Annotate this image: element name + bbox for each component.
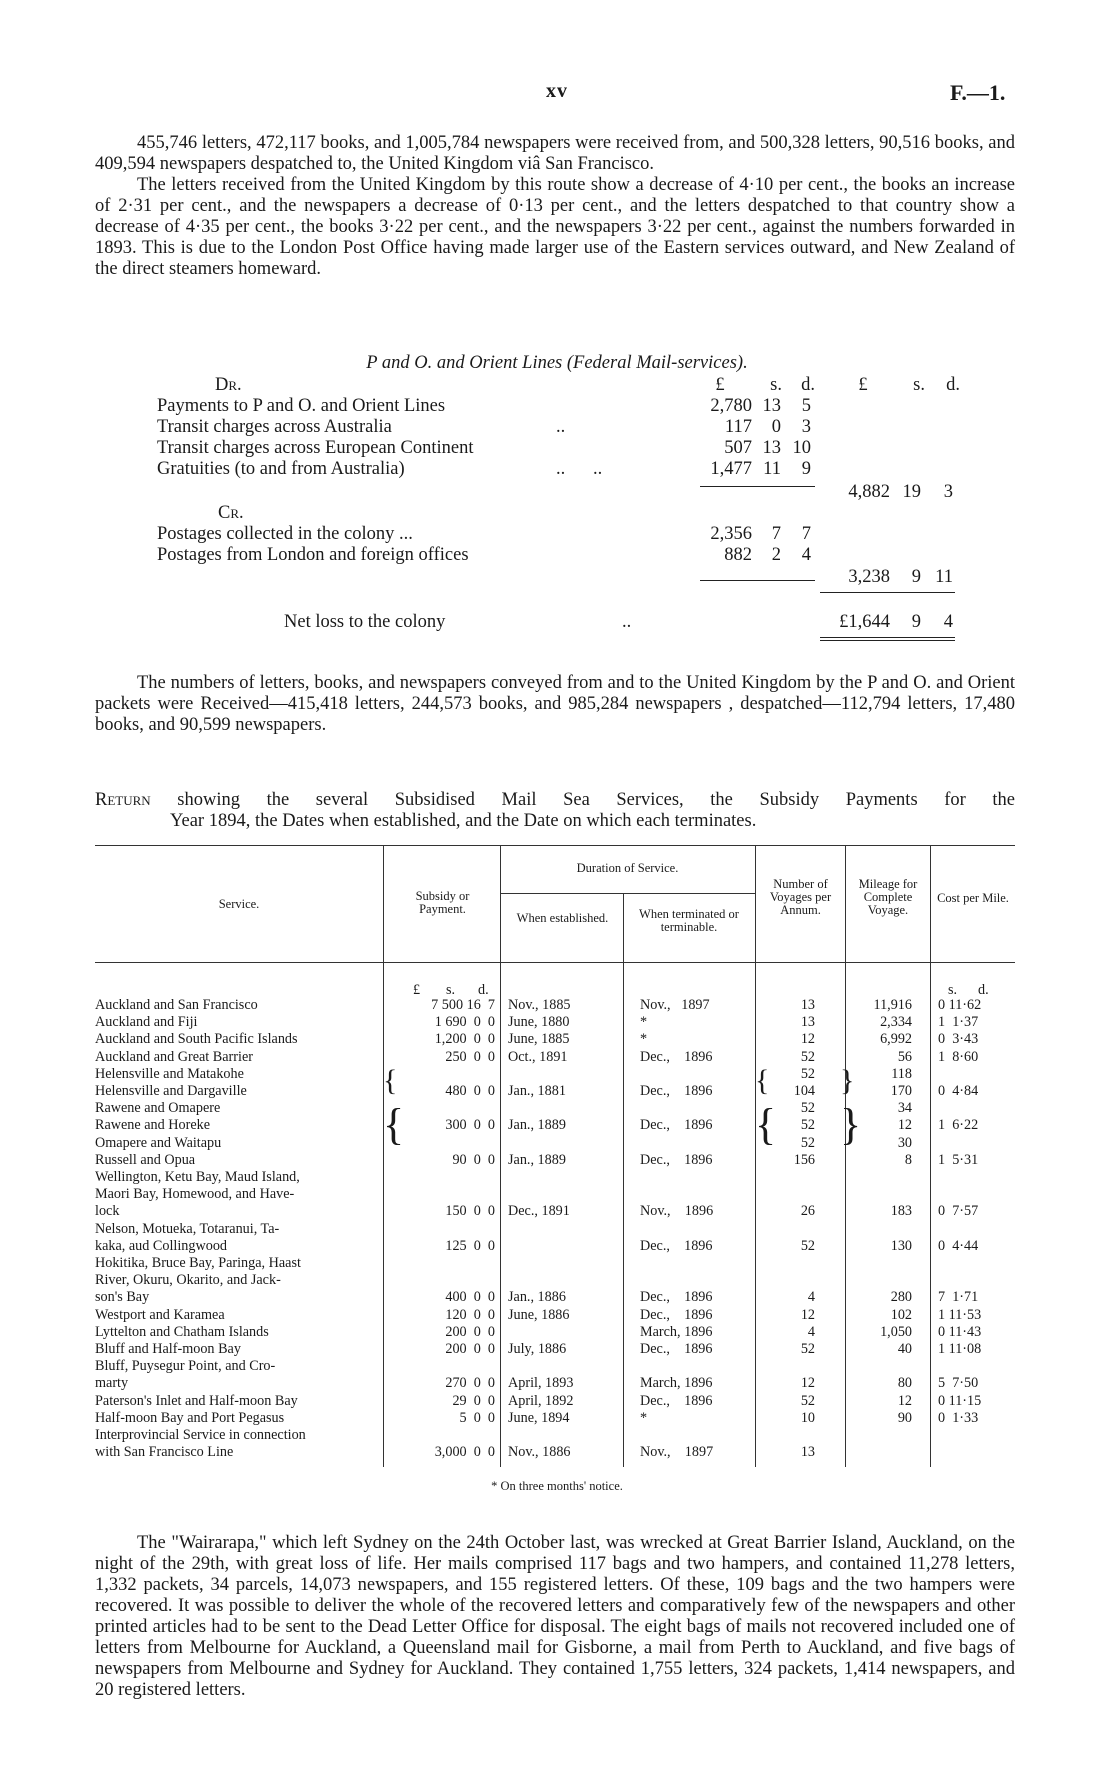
mileage: 280 <box>890 1289 912 1305</box>
credit-item-pounds: 2,356 <box>710 524 752 544</box>
date-established: Nov., 1886 <box>508 1444 571 1460</box>
col-rule <box>500 845 501 1467</box>
date-established: June, 1880 <box>508 1014 570 1030</box>
date-established: July, 1886 <box>508 1341 567 1357</box>
header-established: When established. <box>516 911 609 925</box>
debit-item-pence: 10 <box>792 438 811 458</box>
date-established: June, 1885 <box>508 1031 570 1047</box>
date-terminated: Dec., 1896 <box>640 1083 713 1099</box>
duration-subrule <box>500 893 755 894</box>
credit-total-pence: 11 <box>935 567 953 587</box>
credit-total-pounds: 3,238 <box>848 567 890 587</box>
date-terminated: Dec., 1896 <box>640 1049 713 1065</box>
col-rule <box>383 845 384 1467</box>
date-established: Jan., 1881 <box>508 1083 566 1099</box>
unit-cost-pence: d. <box>978 982 989 998</box>
voyages-per-annum: 4 <box>807 1324 815 1340</box>
packets-section <box>95 673 1015 736</box>
cost-per-mile: 1 6·22 <box>938 1117 979 1133</box>
col-rule <box>755 845 756 1467</box>
col-head-s-2: s. <box>913 375 925 395</box>
debit-item-pounds: 117 <box>724 417 752 437</box>
subsidy-amount: 120 0 0 <box>445 1307 495 1323</box>
table-header-rule <box>95 962 1015 963</box>
mileage: 30 <box>897 1135 912 1151</box>
mileage: 118 <box>891 1066 912 1082</box>
mileage: 130 <box>890 1238 912 1254</box>
cost-per-mile: 1 5·31 <box>938 1152 979 1168</box>
date-terminated: * <box>640 1031 648 1047</box>
unit-pound: £ <box>413 982 421 998</box>
brace-left: { <box>383 1064 398 1097</box>
voyages-per-annum: 13 <box>800 1014 815 1030</box>
debit-item-shillings: 11 <box>763 459 781 479</box>
cost-per-mile: 0 11·43 <box>938 1324 982 1340</box>
service-name: Interprovincial Service in connection <box>95 1427 306 1443</box>
date-terminated: Nov., 1896 <box>640 1203 714 1219</box>
voyages-per-annum: 13 <box>800 997 815 1013</box>
date-established: Nov., 1885 <box>508 997 571 1013</box>
subsidy-amount: 5 0 0 <box>459 1410 495 1426</box>
service-name: Bluff and Half-moon Bay <box>95 1341 241 1357</box>
service-name: Helensville and Matakohe <box>95 1066 244 1082</box>
service-name: Auckland and San Francisco <box>95 997 258 1013</box>
credit-item-pence: 7 <box>801 524 811 544</box>
credit-item-shillings: 7 <box>771 524 781 544</box>
return-lead: Return <box>95 790 151 810</box>
page-numeral: xv <box>546 80 568 102</box>
cost-per-mile: 1 1·37 <box>938 1014 979 1030</box>
mileage: 2,334 <box>880 1014 912 1030</box>
service-name: Westport and Karamea <box>95 1307 225 1323</box>
voyages-per-annum: 52 <box>800 1117 815 1133</box>
service-name: Bluff, Puysegur Point, and Cro- <box>95 1358 276 1374</box>
subsidy-amount: 125 0 0 <box>445 1238 495 1254</box>
subsidy-amount: 150 0 0 <box>445 1203 495 1219</box>
service-name: with San Francisco Line <box>95 1444 234 1460</box>
date-terminated: Dec., 1896 <box>640 1117 713 1133</box>
service-name: Helensville and Dargaville <box>95 1083 247 1099</box>
mileage: 34 <box>897 1100 912 1116</box>
debit-total-shillings: 19 <box>902 482 921 502</box>
credit-item-pounds: 882 <box>724 545 752 565</box>
mileage: 6,992 <box>880 1031 912 1047</box>
date-terminated: * <box>640 1014 648 1030</box>
mileage: 8 <box>904 1152 912 1168</box>
intro-paragraph-2: The letters received from the United Kingdom by this route show a decrease of 4·10 per cent., the books an increase of 2·31 per cent., and the newspapers a decrease of 0·13 per cent., and the letters despatched to that country show a decrease of 4·35 per cent., the books 3·22 per cent., and the newspapers 3·22 per cent., against the numbers forwarded in 1893. This is due to the London Post Office having made larger use of the Eastern services outward, and New Zealand of the direct steamers homeward. <box>95 175 1015 279</box>
cost-per-mile: 7 1·71 <box>938 1289 979 1305</box>
date-terminated: Dec., 1896 <box>640 1307 713 1323</box>
double-rule-bottom <box>820 640 955 641</box>
service-name: son's Bay <box>95 1289 150 1305</box>
voyages-per-annum: 12 <box>800 1031 815 1047</box>
service-name: Omapere and Waitapu <box>95 1135 222 1151</box>
cost-per-mile: 1 11·08 <box>938 1341 982 1357</box>
debit-item-shillings: 0 <box>771 417 781 437</box>
credit-item-pence: 4 <box>801 545 811 565</box>
date-terminated: Dec., 1896 <box>640 1289 713 1305</box>
date-terminated: March, 1896 <box>640 1324 713 1340</box>
subtotal-rule <box>700 486 815 487</box>
subsidy-amount: 1,200 0 0 <box>434 1031 495 1047</box>
debit-item-pence: 3 <box>801 417 811 437</box>
service-name: Russell and Opua <box>95 1152 196 1168</box>
voyages-per-annum: 4 <box>807 1289 815 1305</box>
debit-item-label: Payments to P and O. and Orient Lines <box>157 396 446 416</box>
date-terminated: Dec., 1896 <box>640 1238 713 1254</box>
subsidy-amount: 29 0 0 <box>452 1393 495 1409</box>
intro-paragraph-1: 455,746 letters, 472,117 books, and 1,005,784 newspapers were received from, and 500,328 letters, 90,516 books, and 409,594 newspapers despatched to, the United Kingdom viâ San Francisco. <box>95 133 1015 174</box>
cost-per-mile: 0 4·84 <box>938 1083 979 1099</box>
brace-right: } <box>840 1100 862 1149</box>
debit-item-label: Gratuities (to and from Australia) <box>157 459 405 479</box>
brace-right: } <box>840 1064 855 1097</box>
debit-item-pounds: 2,780 <box>710 396 752 416</box>
col-head-pound-1: £ <box>715 375 725 395</box>
voyages-per-annum: 12 <box>800 1307 815 1323</box>
service-name: River, Okuru, Okarito, and Jack- <box>95 1272 281 1288</box>
mileage: 56 <box>897 1049 912 1065</box>
date-terminated: March, 1896 <box>640 1375 713 1391</box>
service-name: Rawene and Horeke <box>95 1117 211 1133</box>
service-name: Auckland and Fiji <box>95 1014 198 1030</box>
service-name: marty <box>95 1375 129 1391</box>
header-subsidy: Subsidy or Payment. <box>415 889 470 916</box>
subsidy-amount: 200 0 0 <box>445 1341 495 1357</box>
voyages-per-annum: 52 <box>800 1100 815 1116</box>
mileage: 1,050 <box>880 1324 912 1340</box>
credit-item-label: Postages collected in the colony ... <box>157 524 413 544</box>
date-established: Jan., 1886 <box>508 1289 566 1305</box>
date-terminated: Dec., 1896 <box>640 1393 713 1409</box>
cost-per-mile: 0 4·44 <box>938 1238 979 1254</box>
subsidy-amount: 3,000 0 0 <box>434 1444 495 1460</box>
subsidy-amount: 1 690 0 0 <box>434 1014 495 1030</box>
subsidy-amount: 90 0 0 <box>452 1152 495 1168</box>
account-statement <box>0 0 1114 680</box>
date-established: Dec., 1891 <box>508 1203 570 1219</box>
mileage: 170 <box>890 1083 912 1099</box>
credit-label: Cr. <box>218 503 244 523</box>
cost-per-mile: 1 11·53 <box>938 1307 982 1323</box>
header-cost: Cost per Mile. <box>937 891 1009 905</box>
unit-cost-shillings: s. <box>948 982 958 998</box>
voyages-per-annum: 104 <box>793 1083 815 1099</box>
service-name: lock <box>95 1203 120 1219</box>
debit-item-label: Transit charges across Australia <box>157 417 392 437</box>
col-rule <box>930 845 931 1467</box>
date-terminated: * <box>640 1410 648 1426</box>
credit-total-shillings: 9 <box>911 567 921 587</box>
subsidy-amount: 300 0 0 <box>445 1117 495 1133</box>
subsidy-amount: 400 0 0 <box>445 1289 495 1305</box>
return-heading-line2: Year 1894, the Dates when established, and the Date on which each terminates. <box>170 811 757 831</box>
voyages-per-annum: 12 <box>800 1375 815 1391</box>
voyages-per-annum: 52 <box>800 1393 815 1409</box>
mileage: 80 <box>897 1375 912 1391</box>
date-terminated: Nov., 1897 <box>640 997 710 1013</box>
service-name: Hokitika, Bruce Bay, Paringa, Haast <box>95 1255 301 1271</box>
account-title: P and O. and Orient Lines (Federal Mail-services). <box>366 353 748 373</box>
leader-dots: .. <box>556 417 566 437</box>
cost-per-mile: 0 3·43 <box>938 1031 979 1047</box>
voyages-per-annum: 156 <box>793 1152 815 1168</box>
date-terminated: Nov., 1897 <box>640 1444 714 1460</box>
return-heading-line1: showing the several Subsidised Mail Sea Services, the Subsidy Payments for the <box>177 790 1016 810</box>
voyages-per-annum: 52 <box>800 1066 815 1082</box>
total-rule <box>820 592 955 593</box>
service-name: Nelson, Motueka, Totaranui, Ta- <box>95 1221 280 1237</box>
subsidy-amount: 200 0 0 <box>445 1324 495 1340</box>
debit-total-pounds: 4,882 <box>848 482 890 502</box>
date-established: Oct., 1891 <box>508 1049 568 1065</box>
header-duration: Duration of Service. <box>576 861 679 875</box>
col-head-d-2: d. <box>946 375 960 395</box>
col-head-s-1: s. <box>770 375 782 395</box>
subtotal-rule <box>700 580 815 581</box>
return-heading <box>95 790 1015 832</box>
net-loss-pounds: £1,644 <box>839 612 890 632</box>
leader-dots: .. .. <box>556 459 603 479</box>
leader-dots: .. <box>622 612 632 632</box>
credit-item-shillings: 2 <box>771 545 781 565</box>
date-established: Jan., 1889 <box>508 1152 566 1168</box>
debit-item-shillings: 13 <box>762 396 781 416</box>
debit-total-pence: 3 <box>943 482 953 502</box>
service-name: kaka, aud Collingwood <box>95 1238 228 1254</box>
unit-shillings: s. <box>446 982 456 998</box>
mileage: 12 <box>897 1117 912 1133</box>
service-name: Lyttelton and Chatham Islands <box>95 1324 269 1340</box>
brace-left: { <box>755 1100 777 1149</box>
mileage: 102 <box>890 1307 912 1323</box>
closing-paragraph: The "Wairarapa," which left Sydney on the 24th October last, was wrecked at Great Barrier Island, Auckland, on the night of the 29th, with great loss of life. Her mails comprised 117 bags and two hampers, and contained 11,278 letters, 1,332 packets, 34 parcels, 14,073 newspapers, and 155 registered letters. Of these, 109 bags and the two hampers were recovered. It was possible to deliver the whole of the recovered letters and comparatively few of the newspapers and other printed articles had to be sent to the Dead Letter Office for disposal. The eight bags of mails not recovered included one of letters from Melbourne for Auckland, a Queensland mail for Gisborne, a mail from Perth to Auckland, and five bags of newspapers from Melbourne and Sydney for Auckland. They contained 1,755 letters, 324 packets, 1,414 newspapers, and 20 registered letters. <box>95 1533 1015 1700</box>
subsidy-amount: 250 0 0 <box>445 1049 495 1065</box>
table-top-rule <box>95 845 1015 846</box>
debit-item-label: Transit charges across European Continent <box>157 438 474 458</box>
mileage: 12 <box>897 1393 912 1409</box>
voyages-per-annum: 10 <box>800 1410 815 1426</box>
col-rule <box>623 893 624 1467</box>
service-name: Rawene and Omapere <box>95 1100 221 1116</box>
net-loss-label: Net loss to the colony <box>284 612 446 632</box>
brace-left: { <box>383 1100 405 1149</box>
date-established: April, 1892 <box>508 1393 574 1409</box>
mileage: 90 <box>897 1410 912 1426</box>
voyages-per-annum: 52 <box>800 1135 815 1151</box>
closing-section <box>95 1533 1015 1701</box>
col-head-d-1: d. <box>801 375 815 395</box>
header-voyages: Number of Voyages per Annum. <box>769 877 832 917</box>
voyages-per-annum: 52 <box>800 1341 815 1357</box>
header-mileage: Mileage for Complete Voyage. <box>858 877 918 917</box>
subsidy-amount: 480 0 0 <box>445 1083 495 1099</box>
subsidy-amount: 270 0 0 <box>445 1375 495 1391</box>
service-name: Auckland and South Pacific Islands <box>95 1031 298 1047</box>
debit-label: Dr. <box>215 375 242 395</box>
voyages-per-annum: 52 <box>800 1049 815 1065</box>
cost-per-mile: 5 7·50 <box>938 1375 979 1391</box>
header-terminated: When terminated or terminable. <box>639 907 739 934</box>
service-name: Auckland and Great Barrier <box>95 1049 253 1065</box>
col-head-pound-2: £ <box>858 375 868 395</box>
net-loss-pence: 4 <box>943 612 953 632</box>
subsidy-amount: 7 500 16 7 <box>431 997 495 1013</box>
cost-per-mile: 0 1·33 <box>938 1410 979 1426</box>
service-name: Half-moon Bay and Port Pegasus <box>95 1410 285 1426</box>
cost-per-mile: 0 7·57 <box>938 1203 979 1219</box>
table-footnote: * On three months' notice. <box>491 1479 623 1493</box>
brace-left: { <box>755 1064 770 1097</box>
voyages-per-annum: 26 <box>800 1203 815 1219</box>
debit-item-pence: 9 <box>801 459 811 479</box>
service-name: Paterson's Inlet and Half-moon Bay <box>95 1393 298 1409</box>
mileage: 40 <box>897 1341 912 1357</box>
double-rule-top <box>820 637 955 638</box>
service-name: Maori Bay, Homewood, and Have- <box>95 1186 295 1202</box>
mileage: 183 <box>890 1203 912 1219</box>
credit-item-label: Postages from London and foreign offices <box>157 545 469 565</box>
voyages-per-annum: 52 <box>800 1238 815 1254</box>
col-rule <box>845 845 846 1467</box>
debit-item-shillings: 13 <box>762 438 781 458</box>
date-terminated: Dec., 1896 <box>640 1152 713 1168</box>
date-terminated: Dec., 1896 <box>640 1341 713 1357</box>
cost-per-mile: 0 11·62 <box>938 997 982 1013</box>
unit-pence: d. <box>478 982 489 998</box>
cost-per-mile: 1 8·60 <box>938 1049 979 1065</box>
debit-item-pounds: 507 <box>724 438 752 458</box>
document-reference: F.—1. <box>950 80 1006 105</box>
voyages-per-annum: 13 <box>800 1444 815 1460</box>
header-service: Service. <box>218 897 260 911</box>
debit-item-pounds: 1,477 <box>710 459 752 479</box>
mileage: 11,916 <box>873 997 912 1013</box>
cost-per-mile: 0 11·15 <box>938 1393 982 1409</box>
packets-paragraph: The numbers of letters, books, and newspapers conveyed from and to the United Kingdom by the P and O. and Orient packets were Received—415,418 letters, 244,573 books, and 985,284 newspapers , despatched—112,794 letters, 17,480 books, and 90,599 newspapers. <box>95 673 1015 735</box>
debit-item-pence: 5 <box>801 396 811 416</box>
service-name: Wellington, Ketu Bay, Maud Island, <box>95 1169 300 1185</box>
date-established: Jan., 1889 <box>508 1117 566 1133</box>
date-established: June, 1886 <box>508 1307 570 1323</box>
date-established: April, 1893 <box>508 1375 574 1391</box>
date-established: June, 1894 <box>508 1410 570 1426</box>
net-loss-shillings: 9 <box>911 612 921 632</box>
